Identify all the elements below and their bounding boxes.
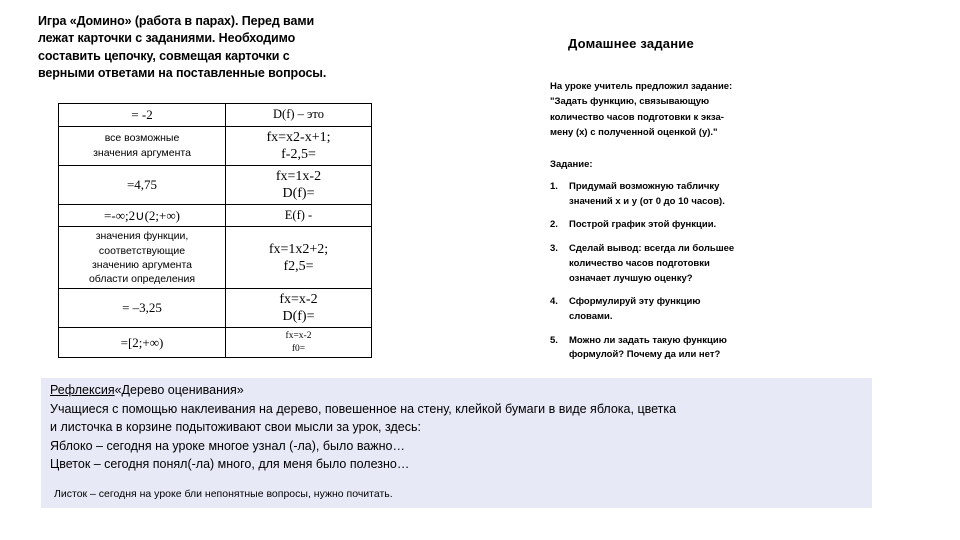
domino-cell-line: fx=x-2 <box>279 292 318 308</box>
task-number: 4. <box>550 296 558 308</box>
domino-cell-line: D(f)= <box>282 185 315 201</box>
task-number: 5. <box>550 334 558 346</box>
task-line: значений х и у (от 0 до 10 часов). <box>569 195 725 207</box>
domino-cell-right[interactable] <box>226 126 372 165</box>
domino-cell-line: f0= <box>291 343 306 354</box>
intro-line: составить цепочку, совмещая карточки с <box>38 48 290 63</box>
domino-cell-line: =4,75 <box>126 177 158 192</box>
task-number: 1. <box>550 181 558 192</box>
table-row <box>59 204 372 227</box>
domino-cell-line: fx=x2-x+1; <box>266 129 331 145</box>
domino-cell-left[interactable] <box>59 289 226 328</box>
task-line: Можно ли задать такую функцию <box>569 334 727 346</box>
domino-cell-line: D(f) – это <box>273 107 324 122</box>
task-line: Придумай возможную табличку <box>569 181 720 192</box>
domino-cell-right[interactable] <box>226 227 372 289</box>
task-line: Построй график этой функции. <box>569 219 717 231</box>
domino-cell-left[interactable] <box>59 328 226 358</box>
domino-cell-line: E(f) - <box>284 208 313 222</box>
domino-cell-line: fx=1x2+2; <box>268 241 329 257</box>
homework-intro-line: На уроке учитель предложил задание: <box>550 81 733 92</box>
domino-cell-line: D(f)= <box>282 309 315 325</box>
task-line: количество часов подготовки <box>569 257 710 269</box>
domino-cell-left[interactable] <box>59 126 226 165</box>
domino-cell-left[interactable] <box>59 104 226 127</box>
task-heading: Задание: <box>550 159 593 170</box>
table-row <box>59 328 372 358</box>
domino-cell-line: fx=x-2 <box>285 331 312 342</box>
domino-cell-right[interactable] <box>226 165 372 204</box>
domino-cell-line: = –3,25 <box>122 300 162 316</box>
reflection-line: и листочка в корзине подытоживают свои мысли за урок, здесь: <box>50 420 421 434</box>
task-number: 3. <box>550 243 558 255</box>
homework-intro-line: "Задать функцию, связывающую <box>550 96 710 108</box>
homework-intro-line: количество часов подготовки к экза- <box>550 111 724 123</box>
domino-cell-line: области определения <box>88 272 196 285</box>
task-line: словами. <box>569 311 613 323</box>
task-list-item <box>550 295 820 324</box>
reflection-body-text <box>50 381 865 474</box>
domino-cell-left[interactable] <box>59 204 226 227</box>
domino-cell-line: =-∞;2∪(2;+∞) <box>104 207 180 223</box>
domino-cell-right[interactable] <box>226 204 372 227</box>
domino-cell-line: все возможные <box>104 132 180 145</box>
task-number: 2. <box>550 219 558 231</box>
reflection-title-keyword: Рефлексия <box>50 383 115 397</box>
task-line: означает лучшую оценку? <box>569 272 693 284</box>
domino-cell-right[interactable] <box>226 328 372 358</box>
domino-cell-line: f-2,5= <box>281 146 316 162</box>
domino-cell-right[interactable] <box>226 104 372 127</box>
reflection-line: Цветок – сегодня понял(-ла) много, для меня было полезно… <box>50 457 410 471</box>
domino-cell-line: = -2 <box>131 107 153 122</box>
table-row <box>59 165 372 204</box>
intro-line: Игра «Домино» (работа в парах). Перед вами <box>38 14 315 28</box>
domino-cell-left[interactable] <box>59 227 226 289</box>
domino-cell-line: значения аргумента <box>93 146 191 159</box>
task-list-item <box>550 218 820 233</box>
domino-cell-line: соответствующие <box>98 244 186 257</box>
homework-intro-line: мену (х) с полученной оценкой (у)." <box>550 127 718 139</box>
reflection-panel <box>41 378 872 508</box>
reflection-footnote: Листок – сегодня на уроке бли непонятные вопросы, нужно почитать. <box>54 488 393 500</box>
table-row <box>59 104 372 127</box>
domino-cell-left[interactable] <box>59 165 226 204</box>
domino-table-body <box>59 104 372 358</box>
task-line: Сформулируй эту функцию <box>569 296 701 308</box>
homework-intro-text <box>550 79 815 141</box>
table-row <box>59 289 372 328</box>
table-row <box>59 227 372 289</box>
intro-line: лежат карточки с заданиями. Необходимо <box>38 31 296 46</box>
task-list-item <box>550 242 820 286</box>
domino-cards-table <box>58 103 372 358</box>
table-row <box>59 126 372 165</box>
task-line: формулой? Почему да или нет? <box>569 349 721 361</box>
intro-line: верными ответами на поставленные вопросы. <box>38 65 327 80</box>
domino-cell-line: =[2;+∞) <box>120 334 164 350</box>
reflection-title <box>50 381 865 400</box>
domino-cell-line: fx=1x-2 <box>275 168 322 184</box>
domino-cell-line: значения функции, <box>95 230 189 243</box>
reflection-line: Яблоко – сегодня на уроке многое узнал (-ла), было важно… <box>50 438 406 453</box>
reflection-line: Учащиеся с помощью наклеивания на дерево, повешенное на стену, клейкой бумаги в виде яблока, цветка <box>50 401 677 416</box>
domino-cell-line: значению аргумента <box>91 258 193 271</box>
intro-instruction-text <box>38 13 378 82</box>
domino-cell-right[interactable] <box>226 289 372 328</box>
reflection-title-rest: «Дерево оценивания» <box>114 383 244 397</box>
task-list-item <box>550 334 820 363</box>
domino-cell-line: f2,5= <box>283 258 314 274</box>
task-list-item <box>550 180 820 209</box>
task-line: Сделай вывод: всегда ли большее <box>569 243 735 255</box>
homework-task-list <box>550 180 820 372</box>
homework-title: Домашнее задание <box>568 36 694 51</box>
